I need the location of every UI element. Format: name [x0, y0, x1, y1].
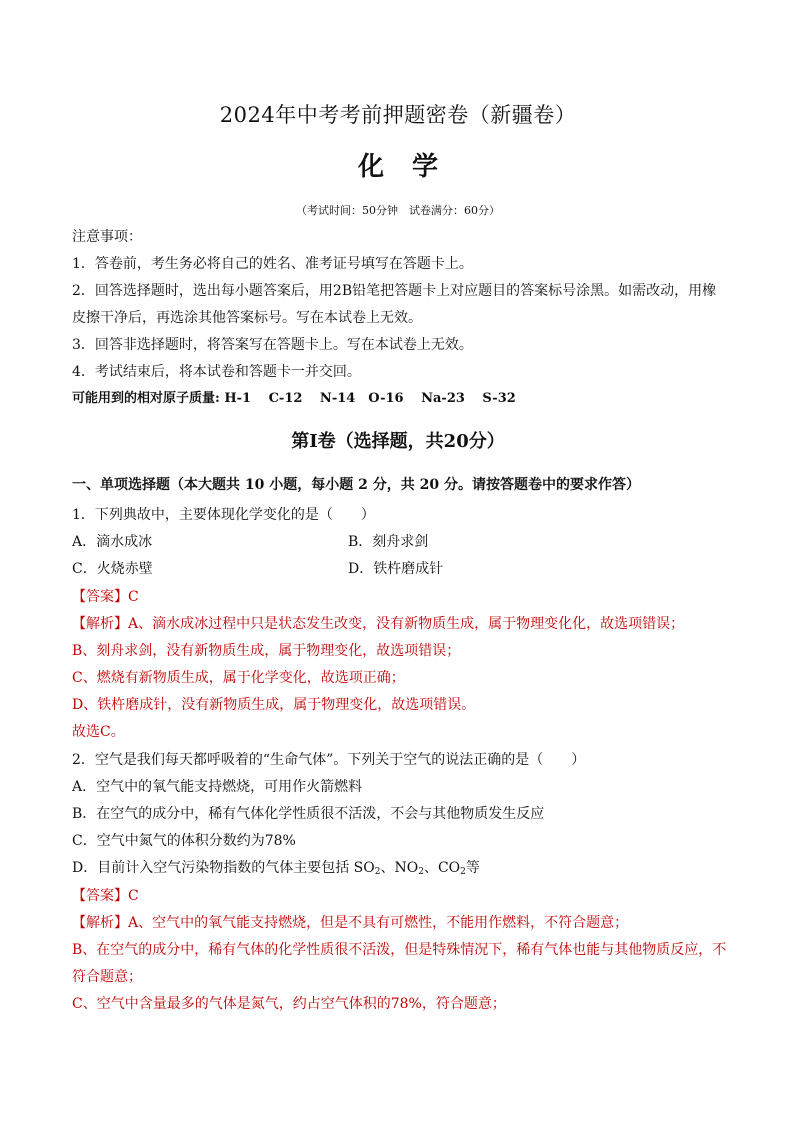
notice-heading: 注意事项： — [72, 229, 142, 245]
notice-item: 3．回答非选择题时，将答案写在答题卡上。写在本试卷上无效。 — [72, 337, 473, 353]
q2-option-b: B．在空气的成分中，稀有气体化学性质很不活泼，不会与其他物质发生反应 — [72, 806, 545, 822]
q1-option-a: A．滴水成冰 — [72, 534, 153, 550]
q1-stem: 1．下列典故中，主要体现化学变化的是（ ） — [72, 507, 375, 523]
notice-item: 4．考试结束后，将本试卷和答题卡一并交回。 — [72, 364, 361, 380]
notice-item: 皮擦干净后，再选涂其他答案标号。写在本试卷上无效。 — [72, 310, 422, 326]
notice-item: 1．答卷前，考生务必将自己的姓名、准考证号填写在答题卡上。 — [72, 256, 473, 272]
q2-answer: 【答案】C — [72, 888, 139, 904]
subject-title: 化学 — [357, 152, 466, 182]
q1-option-b: B．刻舟求剑 — [348, 534, 429, 550]
q2-option-c: C．空气中氮气的体积分数约为78% — [72, 833, 296, 849]
q2-analysis-line: 【解析】A、空气中的氧气能支持燃烧，但是不具有可燃性，不能用作燃料，不符合题意； — [72, 915, 629, 931]
q2-analysis-line: C、空气中含量最多的气体是氮气，约占空气体积的78%，符合题意； — [72, 996, 506, 1012]
q1-option-d: D．铁杵磨成针 — [348, 561, 444, 577]
subscript: 2 — [374, 867, 381, 877]
exam-title: 2024年中考考前押题密卷（新疆卷） — [219, 103, 577, 127]
q2-option-d-text: 、NO — [380, 860, 419, 876]
subscript: 2 — [460, 867, 466, 877]
q1-analysis-line: D、铁杵磨成针，没有新物质生成，属于物理变化，故选项错误。 — [72, 697, 476, 713]
q2-analysis-line: 符合题意； — [72, 969, 142, 985]
q2-option-d-text: D．目前计入空气污染物指数的气体主要包括 SO — [72, 860, 375, 876]
q2-option-d — [72, 859, 480, 877]
q1-options-row2 — [72, 560, 724, 578]
q1-analysis-line: B、刻舟求剑，没有新物质生成，属于物理变化，故选项错误； — [72, 643, 461, 659]
atomic-mass-info: 可能用到的相对原子质量: H-1 C-12 N-14 O-16 Na-23 S-32 — [72, 391, 516, 406]
q2-option-d-text: 、CO — [423, 860, 461, 876]
q2-option-a: A．空气中的氧气能支持燃烧，可用作火箭燃料 — [72, 779, 363, 795]
q2-analysis-line: B、在空气的成分中，稀有气体的化学性质很不活泼，但是特殊情况下，稀有气体也能与其他物质反应，不 — [72, 942, 727, 958]
q2-stem: 2．空气是我们每天都呼吸着的“生命气体”。下列关于空气的说法正确的是（ ） — [72, 752, 586, 768]
q1-answer: 【答案】C — [72, 589, 139, 605]
part-heading: 一、单项选择题（本大题共 10 小题，每小题 2 分，共 20 分。请按答题卷中的要求作答） — [72, 477, 640, 493]
q1-conclusion: 故选C。 — [72, 724, 125, 740]
notice-item: 2．回答选择题时，选出每小题答案后，用2B铅笔把答题卡上对应题目的答案标号涂黑。如需改动，用橡 — [72, 283, 717, 299]
q1-analysis-line: 【解析】A、滴水成冰过程中只是状态发生改变，没有新物质生成，属于物理变化化，故选项错误； — [72, 616, 685, 632]
subscript: 2 — [418, 867, 424, 877]
q1-analysis-line: C、燃烧有新物质生成，属于化学变化，故选项正确； — [72, 670, 405, 686]
q1-options-row1 — [72, 533, 724, 551]
q1-option-c: C．火烧赤壁 — [72, 561, 153, 577]
q2-option-d-text: 等 — [465, 860, 480, 876]
exam-info: （考试时间：50分钟 试卷满分：60分） — [296, 204, 500, 217]
section-title: 第Ⅰ卷（选择题，共20分） — [291, 431, 505, 452]
